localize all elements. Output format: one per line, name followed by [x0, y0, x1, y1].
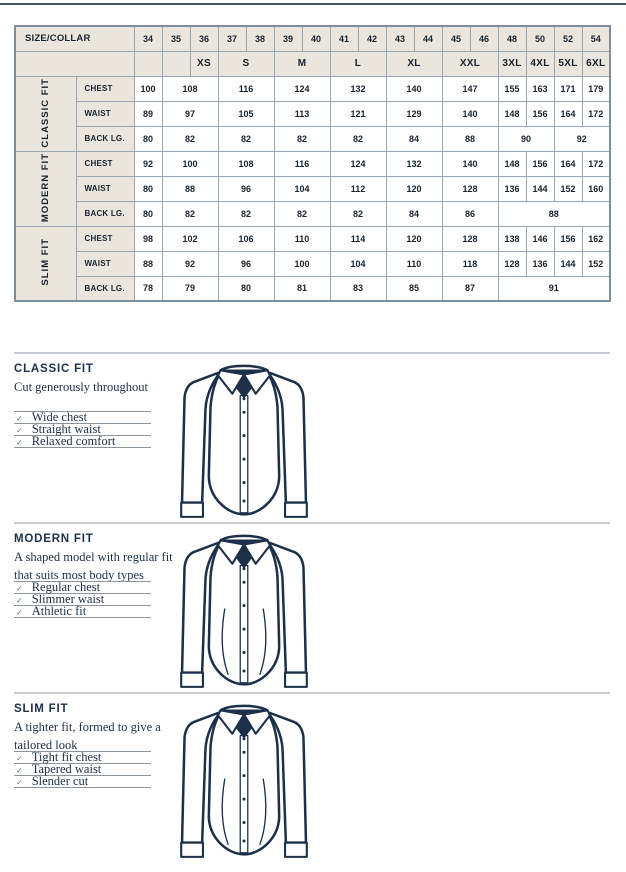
collar-size-cell: 46	[470, 26, 498, 51]
size-value-cell: 82	[330, 201, 386, 226]
collar-size-cell: 44	[414, 26, 442, 51]
fit-label: SLIM FIT	[40, 238, 52, 287]
fit-label-cell	[15, 151, 76, 226]
fit-feature-list	[14, 411, 151, 448]
collar-size-cell: 37	[218, 26, 246, 51]
size-value-cell: 140	[442, 151, 498, 176]
size-value-cell: 88	[134, 251, 162, 276]
size-value-cell: 156	[554, 226, 582, 251]
size-group-cell: XXL	[442, 51, 498, 76]
size-value-cell: 82	[162, 201, 218, 226]
size-value-cell: 155	[498, 76, 526, 101]
fit-feature-label: Slender cut	[31, 774, 89, 788]
size-value-cell: 110	[274, 226, 330, 251]
size-value-cell: 144	[526, 176, 554, 201]
collar-size-cell: 43	[386, 26, 414, 51]
size-group-cell: XL	[386, 51, 442, 76]
collar-size-cell: 39	[274, 26, 302, 51]
fit-section-text	[14, 694, 192, 754]
size-chart-table	[14, 25, 611, 302]
size-value-cell: 128	[498, 251, 526, 276]
fit-section-text	[14, 354, 192, 396]
size-value-cell: 128	[442, 176, 498, 201]
measurement-label-cell: BACK LG.	[76, 201, 134, 226]
check-icon: ✓	[16, 584, 23, 593]
check-icon: ✓	[16, 596, 23, 605]
collar-size-cell: 34	[134, 26, 162, 51]
size-value-cell: 162	[582, 226, 610, 251]
top-divider	[0, 3, 626, 5]
size-value-cell: 128	[442, 226, 498, 251]
size-value-cell: 136	[526, 251, 554, 276]
size-value-cell: 87	[442, 276, 498, 301]
corner-cell: SIZE/COLLAR	[15, 26, 134, 51]
size-value-cell: 152	[554, 176, 582, 201]
size-group-cell	[162, 51, 190, 76]
size-group-cell: 4XL	[526, 51, 554, 76]
size-value-cell: 100	[162, 151, 218, 176]
size-value-cell: 108	[218, 151, 274, 176]
dress-shirt-icon	[177, 528, 311, 690]
size-value-cell: 160	[582, 176, 610, 201]
size-value-cell: 140	[386, 76, 442, 101]
dress-shirt-icon	[177, 698, 311, 860]
size-value-cell: 100	[274, 251, 330, 276]
check-icon: ✓	[16, 766, 23, 775]
fit-section	[14, 352, 610, 522]
size-value-cell: 102	[162, 226, 218, 251]
fit-feature-label: Wide chest	[31, 410, 88, 424]
fit-section-text	[14, 524, 192, 584]
check-icon: ✓	[16, 778, 23, 787]
size-value-cell: 132	[386, 151, 442, 176]
size-value-cell: 96	[218, 176, 274, 201]
size-group-cell: 6XL	[582, 51, 610, 76]
size-value-cell: 84	[386, 126, 442, 151]
check-icon: ✓	[16, 608, 23, 617]
measurement-label-cell: CHEST	[76, 151, 134, 176]
size-value-cell: 96	[218, 251, 274, 276]
size-value-cell: 106	[218, 226, 274, 251]
shirt-illustration	[177, 528, 311, 690]
fit-label-cell	[15, 226, 76, 301]
shirt-illustration	[177, 358, 311, 520]
size-value-cell: 92	[162, 251, 218, 276]
fit-label-cell	[15, 76, 76, 151]
size-value-cell: 114	[330, 226, 386, 251]
size-value-cell: 172	[582, 101, 610, 126]
check-icon: ✓	[16, 414, 23, 423]
size-value-cell: 164	[554, 151, 582, 176]
size-value-cell: 146	[526, 226, 554, 251]
size-value-cell: 172	[582, 151, 610, 176]
collar-size-cell: 45	[442, 26, 470, 51]
size-group-cell: 3XL	[498, 51, 526, 76]
size-value-cell: 121	[330, 101, 386, 126]
size-value-cell: 144	[554, 251, 582, 276]
size-value-cell: 164	[554, 101, 582, 126]
size-value-cell: 90	[498, 126, 554, 151]
size-value-cell: 89	[134, 101, 162, 126]
size-value-cell: 80	[134, 201, 162, 226]
collar-size-cell: 52	[554, 26, 582, 51]
size-value-cell: 118	[442, 251, 498, 276]
dress-shirt-icon	[177, 358, 311, 520]
size-group-cell	[134, 51, 162, 76]
size-value-cell: 108	[162, 76, 218, 101]
fit-subtitle: A tighter fit, formed to give a tailored look	[14, 720, 161, 753]
collar-size-cell: 41	[330, 26, 358, 51]
size-value-cell: 92	[134, 151, 162, 176]
check-icon: ✓	[16, 426, 23, 435]
size-value-cell: 100	[134, 76, 162, 101]
size-value-cell: 138	[498, 226, 526, 251]
measurement-label-cell: WAIST	[76, 251, 134, 276]
size-value-cell: 104	[274, 176, 330, 201]
size-value-cell: 88	[162, 176, 218, 201]
size-value-cell: 136	[498, 176, 526, 201]
size-value-cell: 78	[134, 276, 162, 301]
size-value-cell: 156	[526, 101, 554, 126]
size-group-cell: S	[218, 51, 274, 76]
size-value-cell: 116	[218, 76, 274, 101]
size-value-cell: 163	[526, 76, 554, 101]
size-value-cell: 112	[330, 176, 386, 201]
size-value-cell: 147	[442, 76, 498, 101]
corner-blank-cell	[15, 51, 134, 76]
measurement-label-cell: WAIST	[76, 101, 134, 126]
size-value-cell: 120	[386, 226, 442, 251]
size-value-cell: 124	[330, 151, 386, 176]
fit-feature-label: Tight fit chest	[31, 750, 102, 764]
size-value-cell: 88	[442, 126, 498, 151]
size-value-cell: 116	[274, 151, 330, 176]
size-group-cell: 5XL	[554, 51, 582, 76]
size-value-cell: 92	[554, 126, 610, 151]
collar-size-cell: 35	[162, 26, 190, 51]
size-value-cell: 140	[442, 101, 498, 126]
size-group-cell: M	[274, 51, 330, 76]
measurement-label-cell: BACK LG.	[76, 126, 134, 151]
fit-subtitle: A shaped model with regular fit that suits most body types	[14, 550, 173, 583]
size-value-cell: 179	[582, 76, 610, 101]
size-group-cell: L	[330, 51, 386, 76]
size-value-cell: 88	[498, 201, 610, 226]
check-icon: ✓	[16, 438, 23, 447]
size-value-cell: 132	[330, 76, 386, 101]
size-value-cell: 80	[218, 276, 274, 301]
fit-feature-label: Straight waist	[31, 422, 101, 436]
fit-title: SLIM FIT	[14, 703, 69, 715]
measurement-label-cell: CHEST	[76, 76, 134, 101]
size-value-cell: 82	[330, 126, 386, 151]
size-value-cell: 83	[330, 276, 386, 301]
size-value-cell: 85	[386, 276, 442, 301]
fit-title: MODERN FIT	[14, 533, 94, 545]
fit-feature-list	[14, 581, 151, 618]
size-value-cell: 79	[162, 276, 218, 301]
size-value-cell: 91	[498, 276, 610, 301]
fit-label: MODERN FIT	[40, 152, 52, 223]
size-value-cell: 148	[498, 151, 526, 176]
measurement-label-cell: WAIST	[76, 176, 134, 201]
fit-section	[14, 692, 610, 862]
size-value-cell: 110	[386, 251, 442, 276]
size-value-cell: 84	[386, 201, 442, 226]
fit-feature-label: Athletic fit	[31, 604, 87, 618]
size-value-cell: 152	[582, 251, 610, 276]
size-group-cell: XS	[190, 51, 218, 76]
check-icon: ✓	[16, 754, 23, 763]
fit-feature-label: Relaxed comfort	[31, 434, 116, 448]
size-value-cell: 86	[442, 201, 498, 226]
size-value-cell: 82	[162, 126, 218, 151]
fit-sections	[0, 352, 626, 862]
fit-title: CLASSIC FIT	[14, 363, 94, 375]
size-value-cell: 82	[218, 201, 274, 226]
size-value-cell: 104	[330, 251, 386, 276]
fit-feature-label: Slimmer waist	[31, 592, 105, 606]
fit-feature-list	[14, 751, 151, 788]
collar-size-cell: 38	[246, 26, 274, 51]
collar-size-cell: 40	[302, 26, 330, 51]
size-value-cell: 98	[134, 226, 162, 251]
collar-size-cell: 42	[358, 26, 386, 51]
collar-size-cell: 36	[190, 26, 218, 51]
size-value-cell: 148	[498, 101, 526, 126]
size-value-cell: 113	[274, 101, 330, 126]
size-value-cell: 124	[274, 76, 330, 101]
size-value-cell: 80	[134, 176, 162, 201]
fit-feature-label: Regular chest	[31, 580, 101, 594]
shirt-illustration	[177, 698, 311, 860]
fit-feature-item	[14, 435, 151, 448]
collar-size-cell: 48	[498, 26, 526, 51]
measurement-label-cell: BACK LG.	[76, 276, 134, 301]
size-value-cell: 82	[274, 126, 330, 151]
size-value-cell: 82	[218, 126, 274, 151]
size-value-cell: 82	[274, 201, 330, 226]
size-value-cell: 171	[554, 76, 582, 101]
size-value-cell: 129	[386, 101, 442, 126]
fit-feature-item	[14, 775, 151, 788]
fit-feature-label: Tapered waist	[31, 762, 102, 776]
collar-size-cell: 50	[526, 26, 554, 51]
size-value-cell: 80	[134, 126, 162, 151]
size-value-cell: 97	[162, 101, 218, 126]
size-value-cell: 81	[274, 276, 330, 301]
fit-section	[14, 522, 610, 692]
fit-label: CLASSIC FIT	[40, 77, 52, 148]
measurement-label-cell: CHEST	[76, 226, 134, 251]
fit-subtitle: Cut generously throughout	[14, 380, 149, 394]
size-value-cell: 156	[526, 151, 554, 176]
size-value-cell: 105	[218, 101, 274, 126]
fit-feature-item	[14, 605, 151, 618]
size-guide-page	[0, 3, 626, 862]
collar-size-cell: 54	[582, 26, 610, 51]
size-value-cell: 120	[386, 176, 442, 201]
